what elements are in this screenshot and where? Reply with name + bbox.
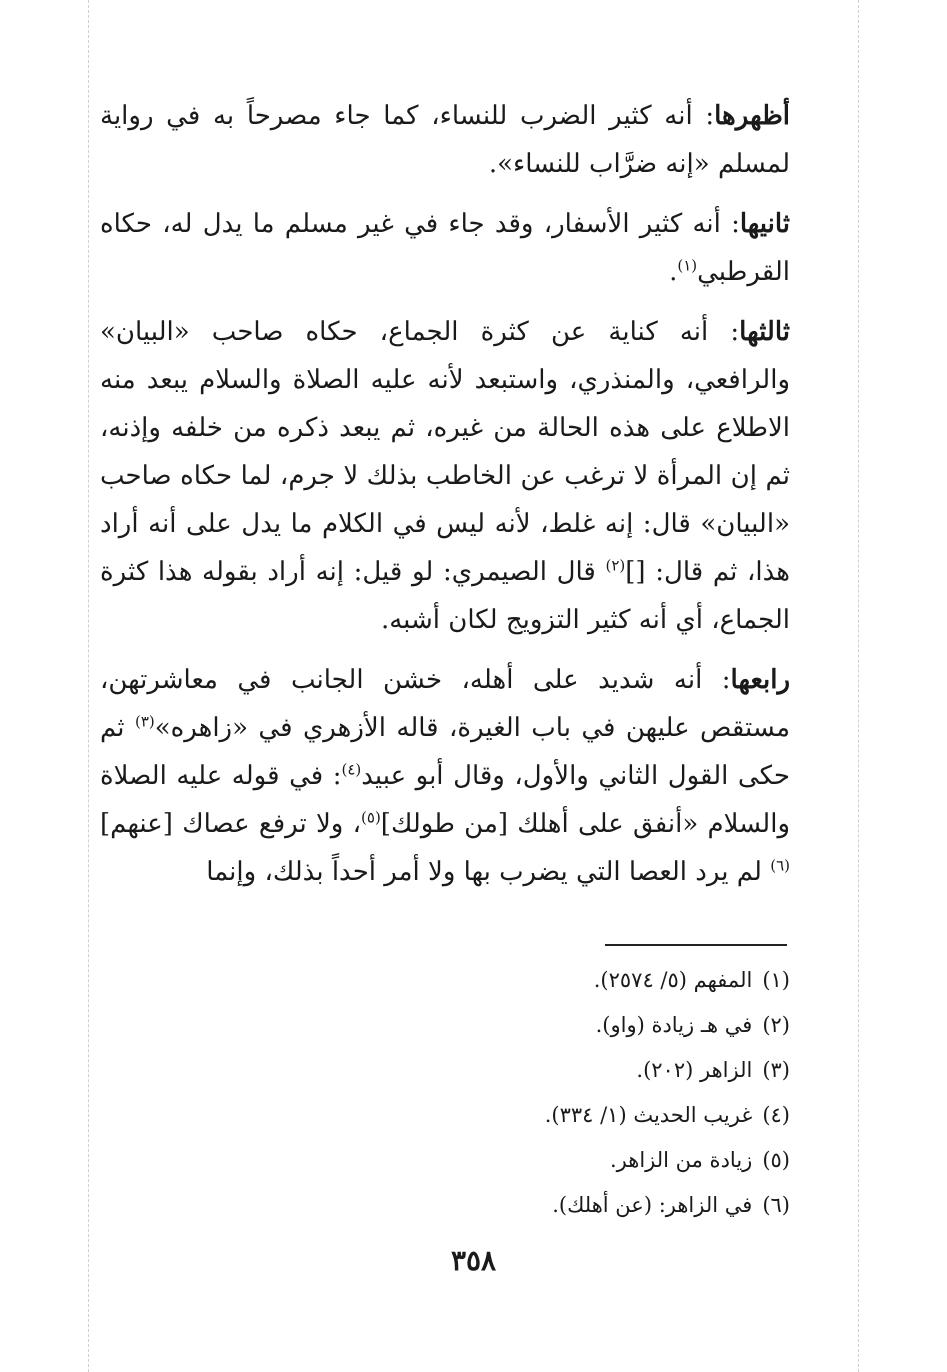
footnote-6 xyxy=(100,1183,790,1228)
margin-guide-right xyxy=(858,0,859,1372)
footnote-5 xyxy=(100,1138,790,1183)
footnote-text: في الزاهر: (عن أهلك). xyxy=(552,1193,753,1217)
footnote-number: (٣) xyxy=(762,1058,790,1082)
footnote-3 xyxy=(100,1048,790,1093)
main-text xyxy=(100,92,790,908)
margin-guide-left xyxy=(88,0,89,1372)
footnote-ref[interactable]: (٥) xyxy=(361,808,381,827)
footnote-number: (١) xyxy=(762,968,790,992)
footnote-text: الزاهر (٢٠٢). xyxy=(636,1058,753,1082)
paragraph-text: : في قوله عليه الصلاة والسلام «أنفق على أهلك [من طولك] xyxy=(100,761,791,839)
footnote-text: غريب الحديث (١/ ٣٣٤). xyxy=(544,1103,753,1127)
footnote-divider xyxy=(605,944,787,946)
paragraph-1 xyxy=(100,92,790,188)
paragraph-text: : أنه شديد على أهله، خشن الجانب في معاشرتهن، مستقص عليهن في باب الغيرة، قاله الأزهري في «زاهره» xyxy=(100,665,791,743)
paragraph-text: : أنه كثير الضرب للنساء، كما جاء مصرحاً به في رواية لمسلم «إنه ضرَّاب للنساء». xyxy=(100,101,790,179)
paragraph-lead: رابعها xyxy=(730,665,790,695)
paragraph-text: ، ولا ترفع عصاك [عنهم] xyxy=(100,809,362,839)
paragraph-lead: ثانيها xyxy=(739,209,790,239)
paragraph-lead: أظهرها xyxy=(714,101,790,131)
footnote-ref[interactable]: (٢) xyxy=(605,556,626,575)
footnote-1 xyxy=(100,958,790,1003)
footnote-text: زيادة من الزاهر. xyxy=(609,1148,753,1172)
paragraph-text: . xyxy=(669,257,678,287)
footnote-number: (٥) xyxy=(762,1148,790,1172)
footnote-ref[interactable]: (٤) xyxy=(341,760,362,779)
footnote-text: المفهم (٥/ ٢٥٧٤). xyxy=(593,968,753,992)
footnote-number: (٤) xyxy=(762,1103,790,1127)
paragraph-4 xyxy=(100,656,790,896)
paragraph-text: ثم حكى القول الثاني والأول، وقال أبو عبيد xyxy=(100,713,790,791)
footnote-number: (٢) xyxy=(762,1013,790,1037)
footnote-ref[interactable]: (٣) xyxy=(134,712,155,731)
footnote-ref[interactable]: (١) xyxy=(677,256,698,275)
paragraph-lead: ثالثها xyxy=(739,317,790,347)
paragraph-2 xyxy=(100,200,790,296)
paragraph-text: لم يرد العصا التي يضرب بها ولا أمر أحداً بذلك، وإنما xyxy=(206,857,771,887)
paragraph-3 xyxy=(100,308,790,644)
footnote-4 xyxy=(100,1093,790,1138)
footnote-text: في هـ زيادة (واو). xyxy=(595,1013,753,1037)
paragraph-text: : أنه كثير الأسفار، وقد جاء في غير مسلم ما يدل له، حكاه القرطبي xyxy=(100,209,790,287)
page-number: ٣٥٨ xyxy=(450,1244,497,1277)
footnote-2 xyxy=(100,1003,790,1048)
footnote-ref[interactable]: (٦) xyxy=(770,856,790,875)
paragraph-text: : أنه كناية عن كثرة الجماع، حكاه صاحب «البيان» والرافعي، والمنذري، واستبعد لأنه عليه الصلاة والسلام يبعد منه الاطلاع على هذه الحالة من غيره، ثم يبعد ذكره من خلفه وإذنه، ثم إن المرأة لا ترغب عن الخاطب بذلك لا جرم، لما حكاه صاحب «البيان» قال: إنه غلط، لأنه ليس في الكلام ما يدل على أنه أراد هذا، ثم قال: [] xyxy=(100,317,790,587)
footnote-number: (٦) xyxy=(762,1193,790,1217)
paragraph-text: قال الصيمري: لو قيل: إنه أراد بقوله هذا كثرة الجماع، أي أنه كثير التزويج لكان أشبه. xyxy=(100,557,790,635)
footnotes xyxy=(100,958,790,1228)
